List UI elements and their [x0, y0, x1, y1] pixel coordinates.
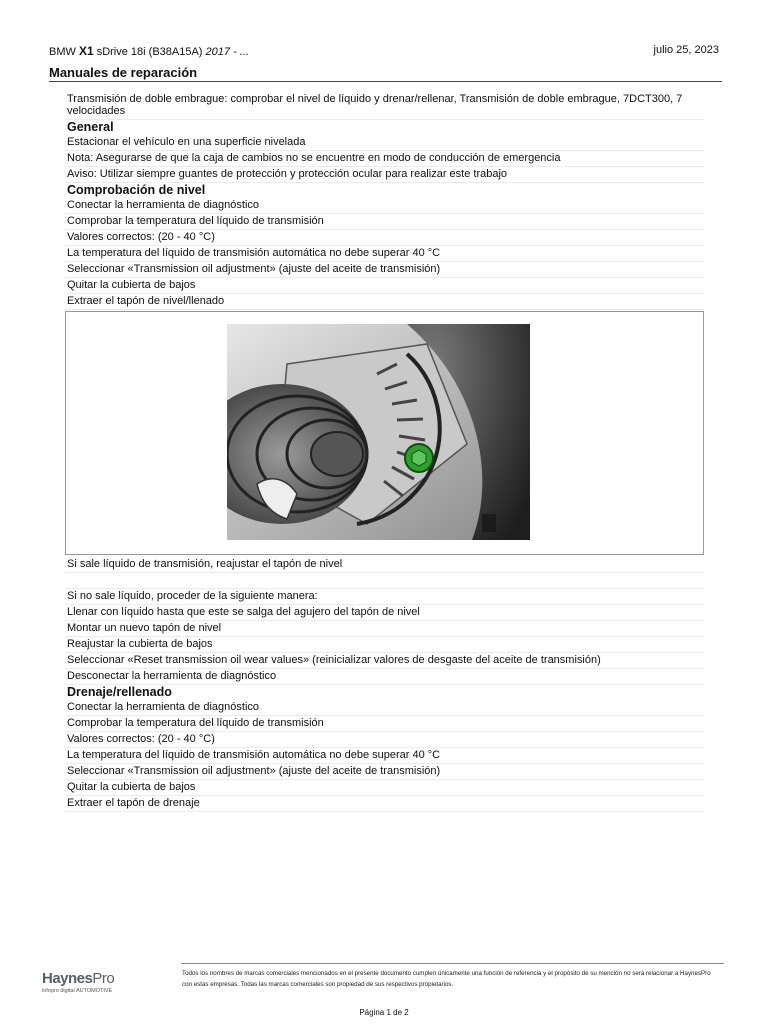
procedure-content — [65, 92, 704, 812]
transmission-illustration — [227, 324, 530, 540]
logo-pro: Pro — [92, 970, 115, 987]
list-item: Quitar la cubierta de bajos — [65, 278, 704, 294]
list-item: Comprobar la temperatura del líquido de transmisión — [65, 214, 704, 230]
list-item: Montar un nuevo tapón de nivel — [65, 621, 704, 637]
list-item: Conectar la herramienta de diagnóstico — [65, 700, 704, 716]
document-header-bar — [49, 44, 719, 58]
list-item: Estacionar el vehículo en una superficie nivelada — [65, 135, 704, 151]
vehicle-identification — [49, 44, 249, 58]
list-item: Comprobar la temperatura del líquido de transmisión — [65, 716, 704, 732]
list-item: Seleccionar «Reset transmission oil wear values» (reinicializar valores de desgaste del aceite de transmisión) — [65, 653, 704, 669]
footer-disclaimer: Todos los nombres de marcas comerciales mencionados en el presente documento cumplen únicamente una función de referencia y el propósito de su mención no será relacionar a HaynesPro con estas empresas. Todas las marcas comerciales son propiedad de sus respectivos propietarios. — [182, 970, 711, 988]
level-plug-icon — [405, 444, 433, 472]
transmission-level-plug-figure — [65, 311, 704, 555]
list-item: Extraer el tapón de drenaje — [65, 796, 704, 812]
logo-main: Haynes — [42, 970, 93, 987]
list-item: Valores correctos: (20 - 40 °C) — [65, 732, 704, 748]
vehicle-year: 2017 - ... — [205, 46, 249, 58]
list-item: Valores correctos: (20 - 40 °C) — [65, 230, 704, 246]
blank-row — [65, 573, 704, 589]
section-heading-drain-fill: Drenaje/rellenado — [67, 685, 172, 699]
list-item: Desconectar la herramienta de diagnóstico — [65, 669, 704, 685]
procedure-intro: Transmisión de doble embrague: comprobar el nivel de líquido y drenar/rellenar, Transmisión de doble embrague, 7DCT300, 7 velocidades — [65, 92, 704, 120]
page-title: Manuales de reparación — [49, 65, 722, 82]
list-item: Seleccionar «Transmission oil adjustment» (ajuste del aceite de transmisión) — [65, 764, 704, 780]
list-item: Si no sale líquido, proceder de la siguiente manera: — [65, 589, 704, 605]
vehicle-variant: sDrive 18i (B38A15A) — [96, 46, 203, 58]
list-item: Extraer el tapón de nivel/llenado — [65, 294, 704, 310]
document-date: julio 25, 2023 — [653, 44, 719, 56]
list-item: Aviso: Utilizar siempre guantes de protección y protección ocular para realizar este trabajo — [65, 167, 704, 183]
list-item: Si sale líquido de transmisión, reajustar el tapón de nivel — [65, 557, 704, 573]
list-item: Reajustar la cubierta de bajos — [65, 637, 704, 653]
list-item: La temperatura del líquido de transmisión automática no debe superar 40 °C — [65, 246, 704, 262]
logo-subtitle: infopro digital AUTOMOTIVE — [42, 988, 113, 994]
vehicle-model: X1 — [78, 44, 94, 58]
footer-divider — [181, 963, 724, 964]
list-item: La temperatura del líquido de transmisión automática no debe superar 40 °C — [65, 748, 704, 764]
list-item: Quitar la cubierta de bajos — [65, 780, 704, 796]
page-number: Página 1 de 2 — [359, 1008, 409, 1017]
list-item: Conectar la herramienta de diagnóstico — [65, 198, 704, 214]
list-item: Seleccionar «Transmission oil adjustment» (ajuste del aceite de transmisión) — [65, 262, 704, 278]
section-heading-level-check: Comprobación de nivel — [67, 183, 206, 197]
section-heading-general: General — [67, 120, 114, 134]
vehicle-make: BMW — [49, 46, 76, 58]
haynespro-logo — [42, 970, 114, 994]
list-item: Llenar con líquido hasta que este se salga del agujero del tapón de nivel — [65, 605, 704, 621]
list-item: Nota: Asegurarse de que la caja de cambios no se encuentre en modo de conducción de emergencia — [65, 151, 704, 167]
